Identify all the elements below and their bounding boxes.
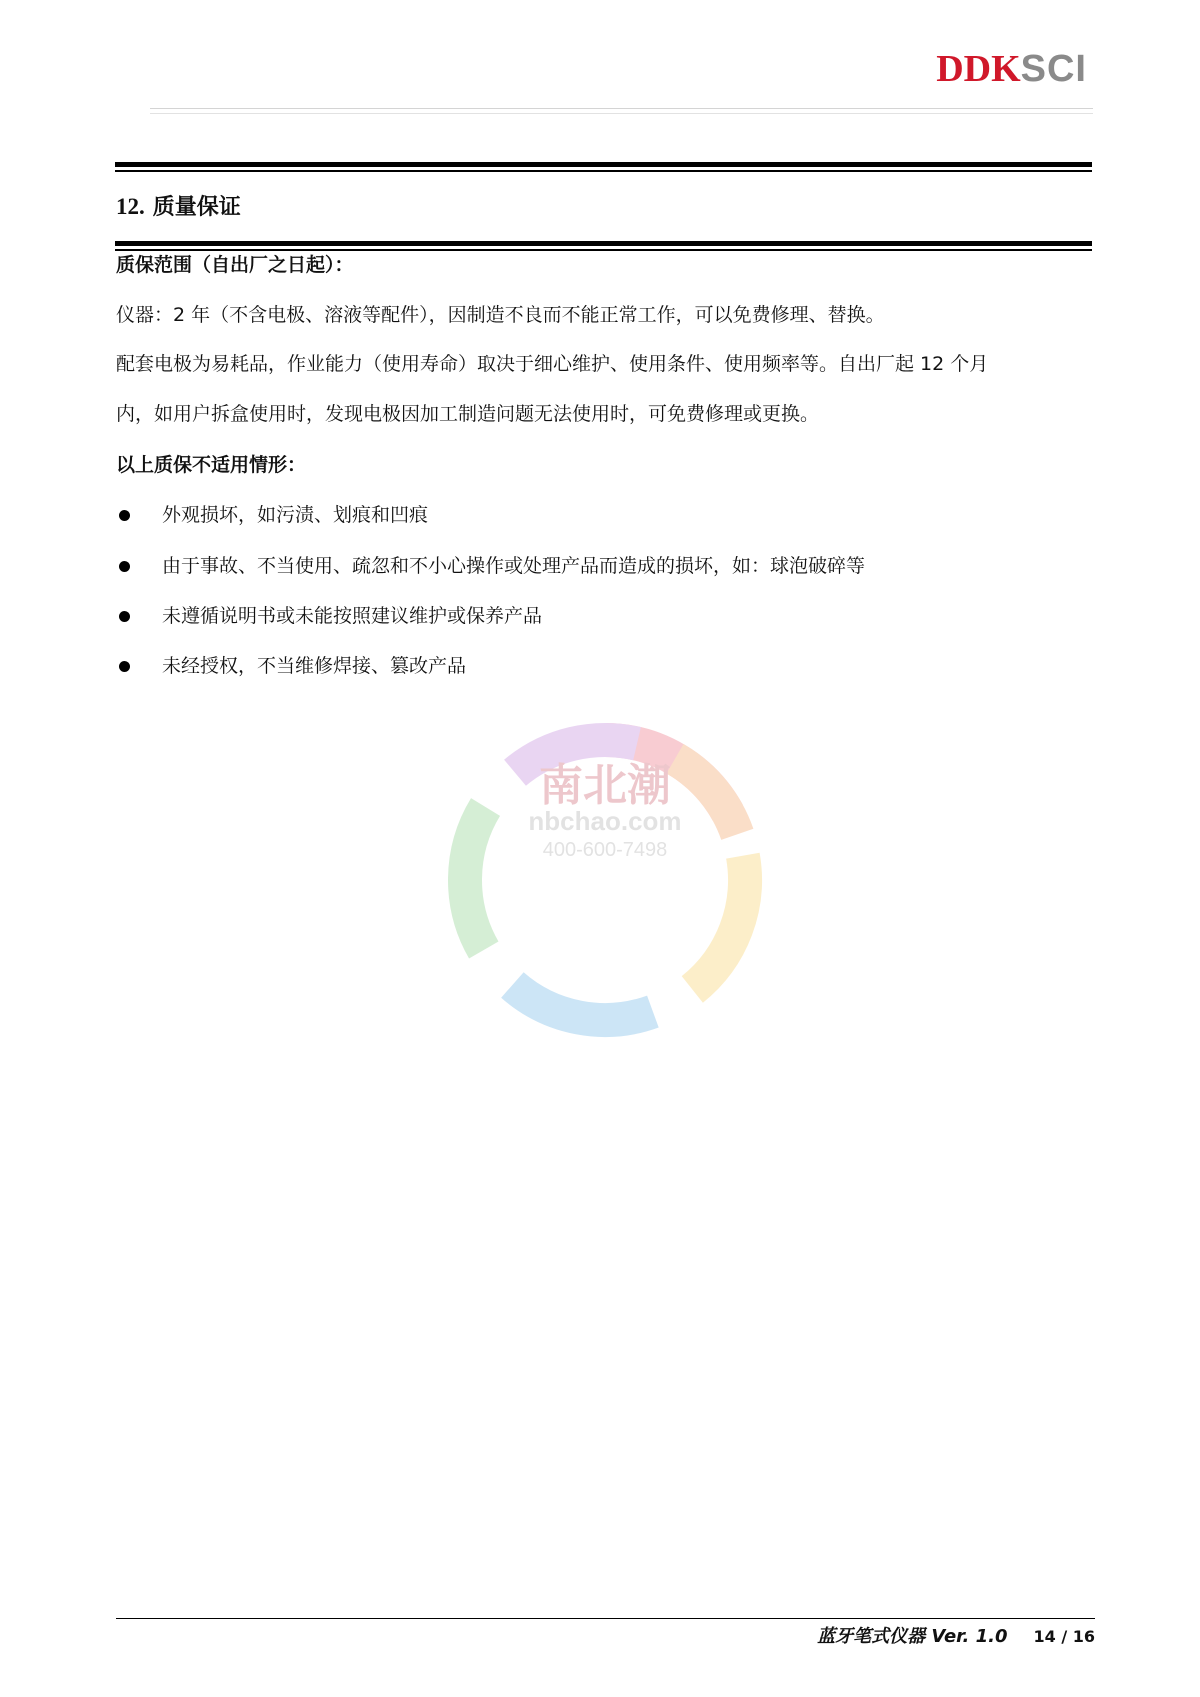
brand-logo (936, 40, 1087, 88)
bullet-icon (119, 510, 130, 521)
header-divider (150, 108, 1093, 114)
list-item-text: 外观损坏，如污渍、划痕和凹痕 (162, 504, 429, 526)
list-item-text: 未经授权，不当维修焊接、篡改产品 (162, 655, 467, 677)
exclusions-heading: 以上质保不适用情形： (116, 454, 307, 476)
bullet-icon (119, 561, 130, 572)
instrument-warranty-text: 仪器：2 年（不含电极、溶液等配件），因制造不良而不能正常工作，可以免费修理、替换。 (116, 304, 885, 326)
list-item-text: 由于事故、不当使用、疏忽和不小心操作或处理产品而造成的损坏，如：球泡破碎等 (162, 555, 866, 577)
section-title: 质量保证 (152, 195, 241, 220)
electrode-warranty-text-2: 内，如用户拆盒使用时，发现电极因加工制造问题无法使用时，可免费修理或更换。 (116, 403, 820, 425)
page-number: 14 / 16 (1033, 1627, 1095, 1646)
watermark-brand: 南北潮 (539, 760, 671, 811)
section-top-rule (115, 162, 1092, 172)
footer-divider (116, 1618, 1095, 1619)
list-item (116, 651, 466, 681)
bullet-icon (119, 611, 130, 622)
list-item-text: 未遵循说明书或未能按照建议维护或保养产品 (162, 605, 543, 627)
footer (817, 1624, 1095, 1650)
section-number: 12. (116, 194, 145, 219)
list-item (116, 551, 865, 581)
watermark-phone: 400-600-7498 (542, 839, 668, 861)
bullet-icon (119, 661, 130, 672)
logo-ddk: DDK (936, 48, 1021, 90)
watermark-domain: nbchao.com (528, 806, 682, 836)
watermark-splash-icon (395, 690, 815, 1080)
footer-doc-title: 蓝牙笔式仪器 Ver. 1.0 (817, 1626, 1008, 1647)
scope-heading: 质保范围（自出厂之日起）： (116, 254, 354, 276)
list-item (116, 500, 428, 530)
section-heading (116, 192, 241, 223)
electrode-warranty-text-1: 配套电极为易耗品，作业能力（使用寿命）取决于细心维护、使用条件、使用频率等。自出厂起 12 个月 (116, 353, 989, 375)
logo-sci: SCI (1020, 48, 1087, 90)
list-item (116, 601, 542, 631)
